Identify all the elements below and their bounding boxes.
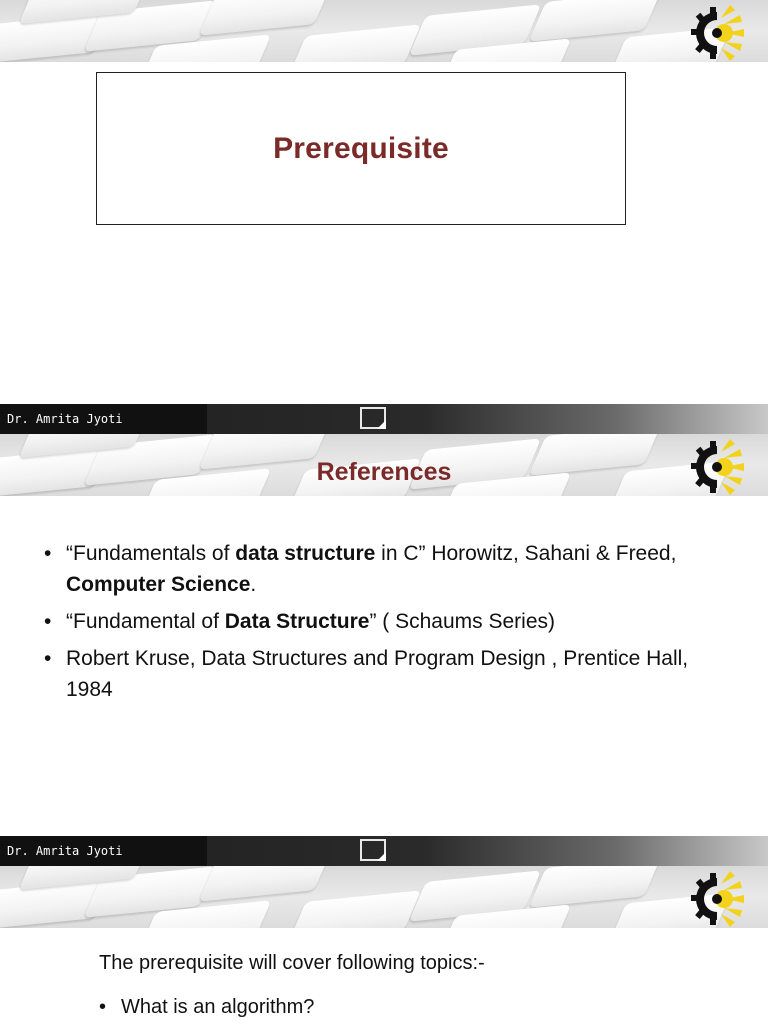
reference-list bbox=[44, 538, 704, 711]
intro-text: The prerequisite will cover following topics:- bbox=[99, 952, 485, 974]
footer-author: Dr. Amrita Jyoti bbox=[0, 404, 207, 434]
ref-text: ” ( Schaums Series) bbox=[369, 610, 556, 633]
list-item: • What is an algorithm? bbox=[99, 996, 314, 1019]
list-item bbox=[44, 538, 704, 600]
ref-text: “Fundamentals of bbox=[66, 542, 236, 565]
slide-title: References bbox=[316, 458, 452, 486]
keyboard-key bbox=[199, 866, 331, 902]
keyboard-key bbox=[289, 890, 421, 928]
slide-note-icon bbox=[360, 407, 386, 429]
keyboard-key bbox=[289, 24, 421, 62]
college-emblem-icon bbox=[686, 2, 748, 64]
keyboard-banner bbox=[0, 0, 768, 62]
slide-3 bbox=[0, 866, 768, 1024]
ref-bold: data structure bbox=[235, 542, 376, 565]
slide-footer bbox=[0, 836, 768, 866]
slide-2 bbox=[0, 434, 768, 866]
ref-text: in C” Horowitz, Sahani & Freed, bbox=[375, 542, 677, 565]
ref-text: “Fundamental of bbox=[66, 610, 225, 633]
slide-title: Prerequisite bbox=[273, 131, 449, 165]
list-item bbox=[44, 606, 704, 637]
topic-list bbox=[99, 996, 314, 1019]
list-item bbox=[44, 643, 704, 705]
ref-text: Robert Kruse, Data Structures and Program Design , Prentice Hall, 1984 bbox=[66, 647, 689, 701]
slide-1 bbox=[0, 0, 768, 434]
slide-note-icon bbox=[360, 839, 386, 861]
keyboard-key bbox=[199, 0, 331, 36]
college-emblem-icon bbox=[686, 868, 748, 930]
ref-bold: Data Structure bbox=[224, 610, 370, 633]
title-box bbox=[96, 72, 626, 225]
footer-author: Dr. Amrita Jyoti bbox=[0, 836, 207, 866]
keyboard-banner bbox=[0, 866, 768, 928]
slide-footer bbox=[0, 404, 768, 434]
ref-text: . bbox=[250, 573, 257, 596]
ref-bold: Computer Science bbox=[66, 573, 251, 596]
